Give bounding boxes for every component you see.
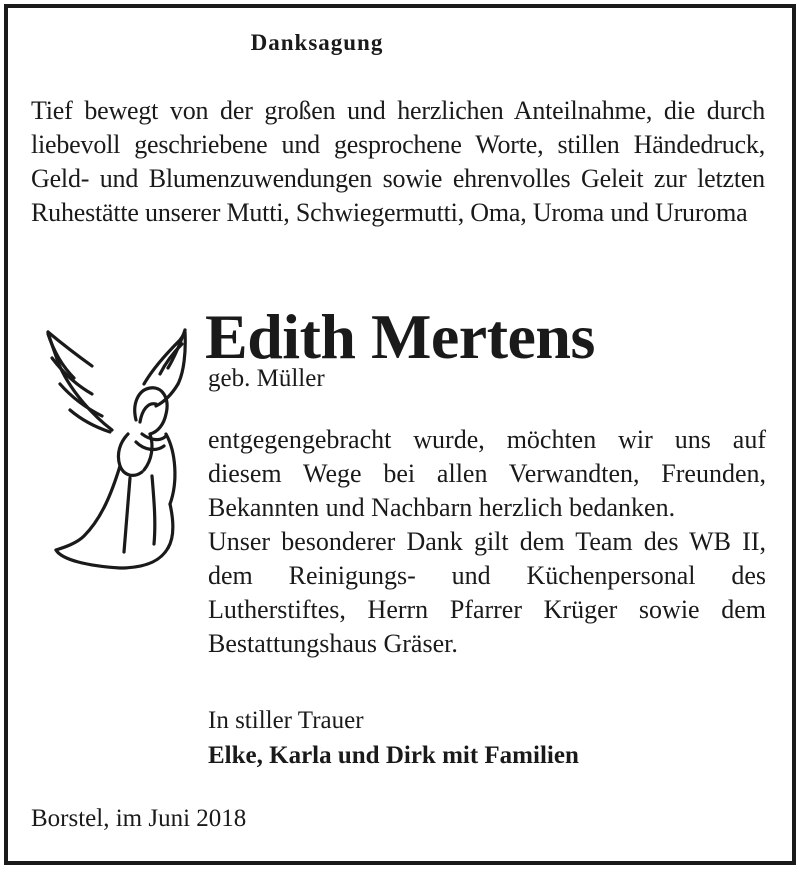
special-thanks-paragraph: Unser besonderer Dank gilt dem Team des WB II, dem Reinigungs- und Küchenpersonal des Lutherstiftes, Herrn Pfarrer Krüger sowie dem Bestattungshaus Gräser. xyxy=(208,527,766,658)
place-date: Borstel, im Juni 2018 xyxy=(31,805,247,832)
deceased-name: Edith Mertens xyxy=(205,301,595,372)
birth-name: geb. Müller xyxy=(208,365,325,392)
signers: Elke, Karla und Dirk mit Familien xyxy=(208,742,579,769)
thanks-text xyxy=(208,423,766,661)
notice-heading: Danksagung xyxy=(250,30,384,55)
angel-icon xyxy=(40,322,190,577)
mourning-phrase: In stiller Trauer xyxy=(208,707,364,734)
intro-paragraph: Tief bewegt von der großen und herzlichen Anteilnahme, die durch liebevoll geschriebene und gesprochene Worte, stillen Händedruck, Geld- und Blumenzuwendungen sowie ehrenvolles Geleit zur letzten Ruhestätte unserer Mutti, Schwiegermutti, Oma, Uroma und Ururoma xyxy=(31,96,765,227)
thanks-paragraph: entgegengebracht wurde, möchten wir uns auf diesem Wege bei allen Verwandten, Freunden, Bekannten und Nachbarn herzlich bedanken. xyxy=(208,425,766,522)
